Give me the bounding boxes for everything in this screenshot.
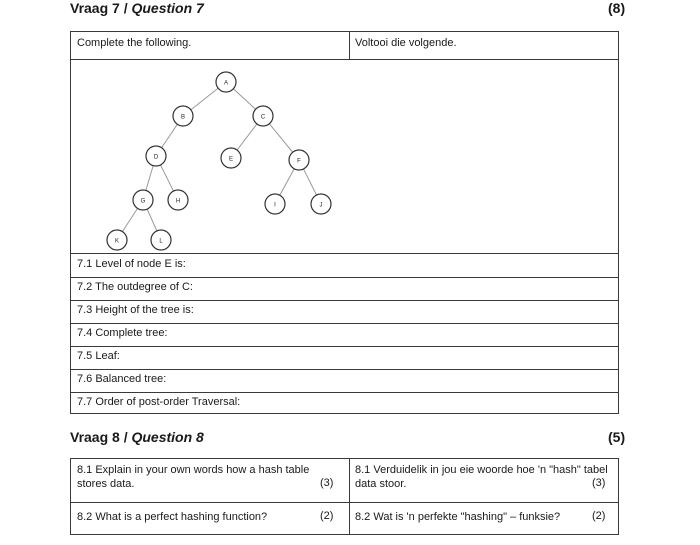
question-8-1-english-marks: (3)	[320, 477, 334, 489]
tree-node-label: D	[153, 154, 159, 161]
tree-node-j	[311, 194, 331, 214]
tree-node-k	[107, 230, 127, 250]
question-8-1-english: 8.1 Explain in your own words how a hash table stores data.	[77, 464, 310, 490]
question-7-item: 7.7 Order of post-order Traversal:	[77, 396, 241, 408]
tree-node-label: H	[175, 198, 181, 205]
tree-node-i	[265, 194, 285, 214]
question-7-item: 7.2 The outdegree of C:	[77, 281, 193, 293]
instruction-english: Complete the following.	[77, 37, 192, 49]
row-divider	[71, 323, 618, 324]
question-8-2-afrikaans: 8.2 Wat is 'n perfekte "hashing" – funksie?	[355, 511, 561, 523]
question-8-1-afrikaans-marks: (3)	[592, 477, 606, 489]
tree-node-l	[151, 230, 171, 250]
row-divider	[71, 253, 618, 254]
question-8-heading	[70, 429, 204, 445]
row-divider	[71, 369, 618, 370]
tree-node-label: F	[297, 158, 301, 165]
tree-node-g	[133, 190, 153, 210]
question-7-item: 7.6 Balanced tree:	[77, 373, 167, 385]
question-7-item: 7.5 Leaf:	[77, 350, 120, 362]
tree-node-a	[216, 72, 236, 92]
tree-node-f	[289, 150, 309, 170]
question-8-marks: (5)	[608, 429, 626, 445]
question-8-table	[70, 458, 619, 535]
question-8-1-afrikaans: 8.1 Verduidelik in jou eie woorde hoe 'n "hash" tabel data stoor.	[355, 464, 608, 490]
question-8-heading-nl: Vraag 8 /	[70, 429, 132, 445]
tree-node-label: G	[140, 198, 146, 205]
question-7-heading-nl: Vraag 7 /	[70, 0, 132, 16]
tree-node-c	[253, 106, 273, 126]
question-8-2-english: 8.2 What is a perfect hashing function?	[77, 511, 268, 523]
column-divider	[349, 32, 350, 60]
tree-node-label: K	[114, 238, 120, 245]
row-divider	[71, 277, 618, 278]
tree-node-label: I	[274, 202, 276, 209]
tree-node-e	[221, 148, 241, 168]
question-7-table	[70, 31, 619, 414]
question-7-item: 7.1 Level of node E is:	[77, 258, 186, 270]
tree-node-b	[173, 106, 193, 126]
tree-node-label: C	[260, 114, 266, 121]
instruction-afrikaans: Voltooi die volgende.	[355, 37, 457, 49]
tree-node-label: J	[319, 202, 323, 209]
row-divider	[71, 300, 618, 301]
row-divider	[71, 392, 618, 393]
binary-tree-diagram	[71, 60, 371, 280]
question-8-heading-en: Question 8	[131, 429, 204, 445]
tree-node-label: E	[228, 156, 234, 163]
column-divider	[349, 459, 350, 534]
row-divider	[71, 346, 618, 347]
tree-node-label: B	[180, 114, 186, 121]
question-7-heading	[70, 0, 204, 16]
question-7-item: 7.3 Height of the tree is:	[77, 304, 194, 316]
tree-node-label: A	[223, 80, 229, 87]
tree-node-d	[146, 146, 166, 166]
question-7-marks: (8)	[608, 0, 626, 16]
question-8-2-afrikaans-marks: (2)	[592, 510, 606, 522]
question-8-2-english-marks: (2)	[320, 510, 334, 522]
row-divider	[71, 502, 618, 503]
question-7-item: 7.4 Complete tree:	[77, 327, 168, 339]
tree-node-h	[168, 190, 188, 210]
question-7-heading-en: Question 7	[131, 0, 204, 16]
tree-node-label: L	[159, 238, 163, 245]
